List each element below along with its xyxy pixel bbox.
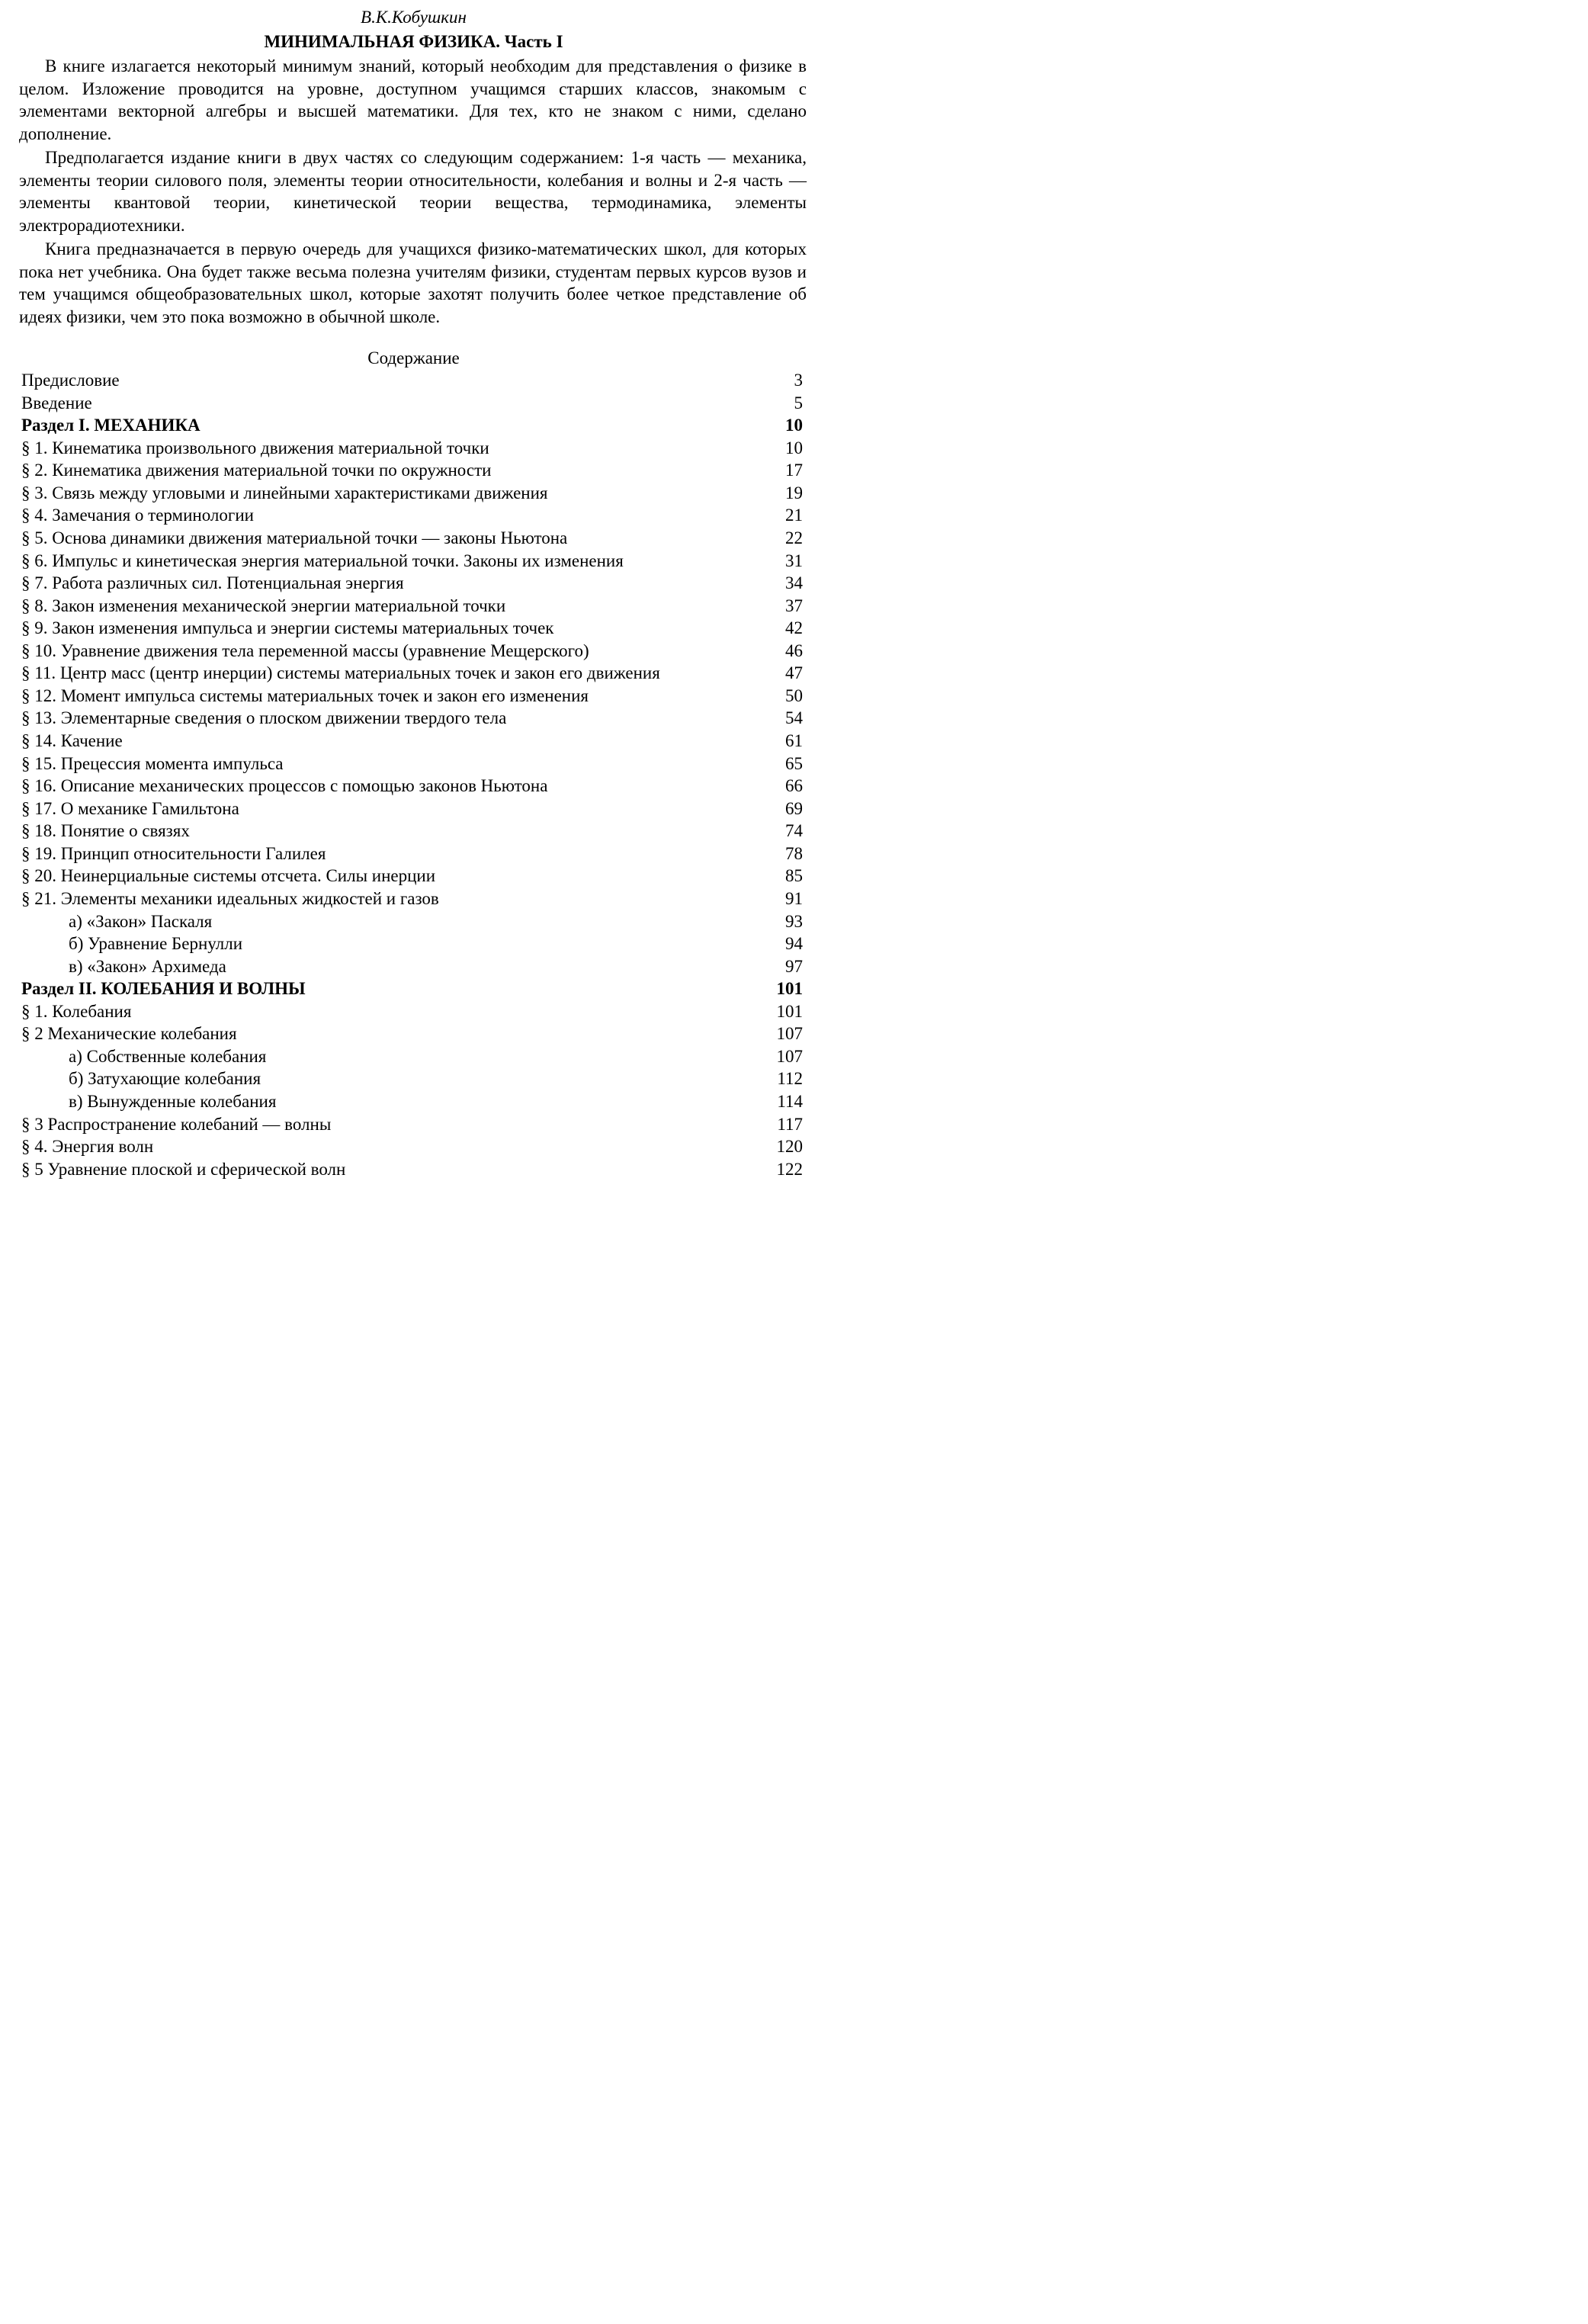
toc-page-number: 61	[785, 731, 803, 750]
toc-page-number: 78	[785, 843, 803, 863]
abstract	[19, 55, 807, 329]
toc-page-number: 97	[785, 956, 803, 976]
author-name: В.К.Кобушкин	[361, 8, 467, 27]
toc-page-number: 21	[785, 506, 803, 525]
toc-page-number: 46	[785, 640, 803, 660]
toc-row	[21, 1158, 803, 1181]
toc-entry-title: § 2 Механические колебания	[21, 1024, 237, 1044]
toc-entry-title: § 6. Импульс и кинетическая энергия материальной точки. Законы их изменения	[21, 551, 624, 570]
toc-entry-title: Раздел I. МЕХАНИКА	[21, 416, 201, 435]
toc-row	[21, 640, 803, 663]
toc-entry-title: § 1. Кинематика произвольного движения материальной точки	[21, 438, 489, 457]
toc-row	[21, 910, 803, 933]
toc-page-number: 66	[785, 776, 803, 796]
toc-row	[21, 437, 803, 460]
toc-entry-title: § 4. Энергия волн	[21, 1137, 154, 1157]
toc-page-number: 17	[785, 461, 803, 480]
toc-page-number: 101	[776, 1001, 803, 1021]
toc-entry-title: § 3. Связь между угловыми и линейными характеристиками движения	[21, 483, 548, 502]
toc-row	[21, 798, 803, 820]
book-title: МИНИМАЛЬНАЯ ФИЗИКА. Часть I	[264, 32, 563, 51]
document-page	[0, 0, 827, 1179]
abstract-paragraph: В книге излагается некоторый минимум знаний, который необходим для представления о физике в целом. Изложение проводится на уровне, доступном учащимся старших классов, знакомым с элементами векторной алгебры и высшей математики. Для тех, кто не знаком с ними, сделано дополнение.	[19, 56, 807, 143]
toc-row	[21, 392, 803, 415]
toc-page-number: 101	[776, 979, 803, 999]
toc-page-number: 42	[785, 618, 803, 638]
toc-row	[21, 595, 803, 618]
toc-entry-title: § 4. Замечания о терминологии	[21, 506, 254, 525]
toc-entry-title: § 12. Момент импульса системы материальных точек и закон его изменения	[21, 685, 589, 705]
toc-row	[21, 459, 803, 482]
toc-entry-title: Введение	[21, 393, 92, 412]
toc-page-number: 5	[794, 393, 803, 412]
toc-page-number: 54	[785, 708, 803, 728]
toc-row	[21, 730, 803, 753]
toc-row	[21, 504, 803, 527]
toc-row	[21, 369, 803, 392]
toc-entry-title: а) «Закон» Паскаля	[69, 911, 213, 931]
toc-row	[21, 572, 803, 595]
toc-row	[21, 843, 803, 865]
toc-row	[21, 955, 803, 978]
toc-row	[21, 662, 803, 685]
toc-row	[21, 1045, 803, 1068]
toc-row	[21, 1022, 803, 1045]
toc-entry-title: § 3 Распространение колебаний — волны	[21, 1114, 332, 1134]
toc-row	[21, 1000, 803, 1023]
toc-page-number: 47	[785, 663, 803, 683]
toc-page-number: 120	[776, 1137, 803, 1157]
toc-page-number: 69	[785, 798, 803, 818]
toc-row	[21, 1090, 803, 1113]
toc-row	[21, 1135, 803, 1158]
toc-page-number: 122	[776, 1159, 803, 1179]
toc-page-number: 85	[785, 866, 803, 886]
toc-entry-title: § 2. Кинематика движения материальной точки по окружности	[21, 461, 492, 480]
toc-row	[21, 932, 803, 955]
toc-page-number: 37	[785, 595, 803, 615]
toc-page-number: 114	[777, 1092, 803, 1111]
toc-page-number: 117	[777, 1114, 803, 1134]
toc-section-row	[21, 414, 803, 437]
toc-entry-title: б) Затухающие колебания	[69, 1069, 261, 1089]
toc-row	[21, 550, 803, 573]
toc-page-number: 112	[777, 1069, 803, 1089]
toc-section-row	[21, 977, 803, 1000]
toc-page-number: 93	[785, 911, 803, 931]
toc-entry-title: § 17. О механике Гамильтона	[21, 798, 239, 818]
toc-page-number: 91	[785, 888, 803, 908]
toc-row	[21, 685, 803, 708]
toc-entry-title: § 20. Неинерциальные системы отсчета. Силы инерции	[21, 866, 436, 886]
toc-row	[21, 707, 803, 730]
toc-page-number: 50	[785, 685, 803, 705]
toc-page-number: 94	[785, 934, 803, 954]
toc-row	[21, 527, 803, 550]
toc-row	[21, 1113, 803, 1136]
toc-entry-title: в) «Закон» Архимеда	[69, 956, 226, 976]
toc-entry-title: § 5 Уравнение плоской и сферической волн	[21, 1159, 346, 1179]
toc-entry-title: § 16. Описание механических процессов с помощью законов Ньютона	[21, 776, 548, 796]
toc-entry-title: § 5. Основа динамики движения материальной точки — законы Ньютона	[21, 528, 568, 547]
toc-entry-title: § 15. Прецессия момента импульса	[21, 753, 284, 773]
toc-page-number: 74	[785, 821, 803, 841]
toc-entry-title: Предисловие	[21, 371, 120, 390]
toc-row	[21, 888, 803, 910]
toc-row	[21, 617, 803, 640]
toc-entry-title: § 7. Работа различных сил. Потенциальная энергия	[21, 573, 404, 593]
toc-entry-title: § 1. Колебания	[21, 1001, 132, 1021]
toc-row	[21, 865, 803, 888]
toc-page-number: 3	[794, 371, 803, 390]
toc-page-number: 10	[785, 438, 803, 457]
toc-page-number: 19	[785, 483, 803, 502]
toc-entry-title: а) Собственные колебания	[69, 1046, 267, 1066]
toc-entry-title: § 19. Принцип относительности Галилея	[21, 843, 326, 863]
toc-entry-title: § 9. Закон изменения импульса и энергии системы материальных точек	[21, 618, 554, 638]
toc-page-number: 107	[776, 1024, 803, 1044]
toc-entry-title: § 10. Уравнение движения тела переменной массы (уравнение Мещерского)	[21, 640, 589, 660]
toc-row	[21, 482, 803, 505]
abstract-paragraph: Книга предназначается в первую очередь для учащихся физико-математических школ, для которых пока нет учебника. Она будет также весьма полезна учителям физики, студентам первых курсов вузов и тем учащимся общеобразовательных школ, которые захотят получить более четкое представление об идеях физики, чем это пока возможно в обычной школе.	[19, 239, 807, 326]
toc-page-number: 10	[785, 416, 803, 435]
toc-heading: Содержание	[367, 348, 460, 368]
toc-page-number: 34	[785, 573, 803, 593]
toc-row	[21, 775, 803, 798]
toc-entry-title: § 14. Качение	[21, 731, 123, 750]
toc-entry-title: б) Уравнение Бернулли	[69, 934, 243, 954]
table-of-contents	[21, 369, 803, 1180]
toc-row	[21, 753, 803, 775]
toc-entry-title: § 8. Закон изменения механической энергии материальной точки	[21, 595, 506, 615]
toc-page-number: 31	[785, 551, 803, 570]
toc-row	[21, 1067, 803, 1090]
toc-entry-title: в) Вынужденные колебания	[69, 1092, 277, 1111]
toc-page-number: 107	[776, 1046, 803, 1066]
toc-entry-title: § 18. Понятие о связях	[21, 821, 190, 841]
toc-page-number: 65	[785, 753, 803, 773]
toc-entry-title: § 11. Центр масс (центр инерции) системы материальных точек и закон его движения	[21, 663, 660, 683]
toc-entry-title: § 21. Элементы механики идеальных жидкостей и газов	[21, 888, 439, 908]
abstract-paragraph: Предполагается издание книги в двух частях со следующим содержанием: 1-я часть — механика, элементы теории силового поля, элементы теории относительности, колебания и волны и 2-я часть — элементы квантовой теории, кинетической теории вещества, термодинамика, элементы электрорадиотехники.	[19, 148, 807, 235]
toc-page-number: 22	[785, 528, 803, 547]
toc-entry-title: Раздел II. КОЛЕБАНИЯ И ВОЛНЫ	[21, 979, 306, 999]
toc-entry-title: § 13. Элементарные сведения о плоском движении твердого тела	[21, 708, 507, 728]
toc-row	[21, 820, 803, 843]
